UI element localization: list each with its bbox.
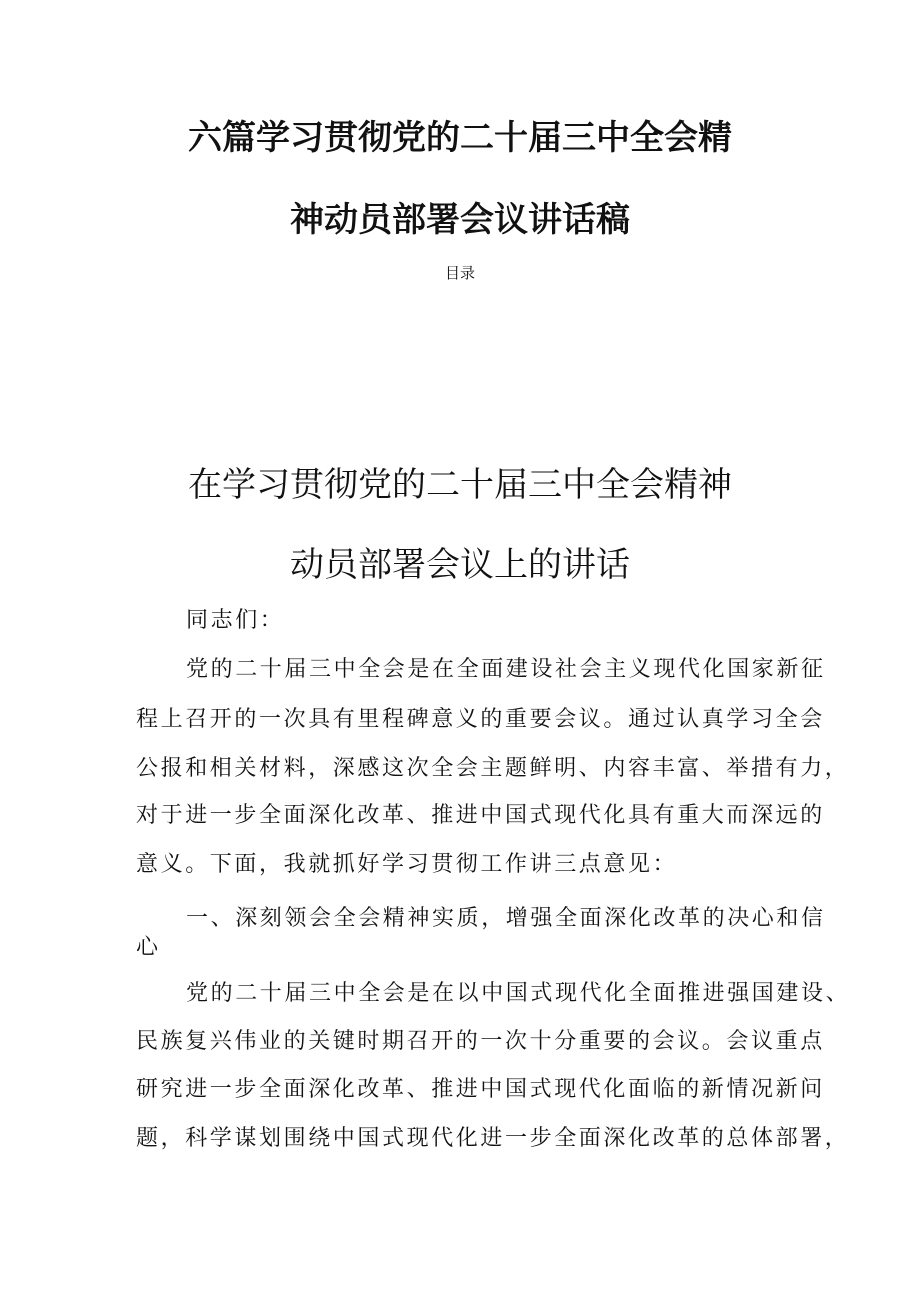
- section-heading-line: 心: [136, 935, 161, 960]
- section-heading-line: 一、深刻领会全会精神实质，增强全面深化改革的决心和信: [186, 906, 826, 931]
- paragraph-line: 程上召开的一次具有里程碑意义的重要会议。通过认真学习全会: [136, 707, 825, 732]
- speech-title-line-2: 动员部署会议上的讲话: [290, 545, 630, 585]
- paragraph-line: 研究进一步全面深化改革、推进中国式现代化面临的新情况新问: [136, 1077, 825, 1102]
- paragraph-line: 党的二十届三中全会是在以中国式现代化全面推进强国建设、: [186, 981, 851, 1006]
- salutation: 同志们：: [186, 608, 285, 633]
- paragraph-line: 题，科学谋划围绕中国式现代化进一步全面深化改革的总体部署，: [136, 1126, 850, 1151]
- table-of-contents-label: 目录: [444, 264, 475, 282]
- speech-title-line-1: 在学习贯彻党的二十届三中全会精神: [188, 465, 732, 505]
- paragraph-line: 公报和相关材料，深感这次全会主题鲜明、内容丰富、举措有力，: [136, 756, 850, 781]
- paragraph-line: 对于进一步全面深化改革、推进中国式现代化具有重大而深远的: [136, 803, 825, 828]
- paragraph-line: 意义。下面，我就抓好学习贯彻工作讲三点意见：: [136, 852, 678, 877]
- document-title-line-2: 神动员部署会议讲话稿: [290, 200, 630, 240]
- document-title-line-1: 六篇学习贯彻党的二十届三中全会精: [188, 118, 732, 158]
- paragraph-line: 民族复兴伟业的关键时期召开的一次十分重要的会议。会议重点: [136, 1029, 825, 1054]
- paragraph-line: 党的二十届三中全会是在全面建设社会主义现代化国家新征: [186, 657, 826, 682]
